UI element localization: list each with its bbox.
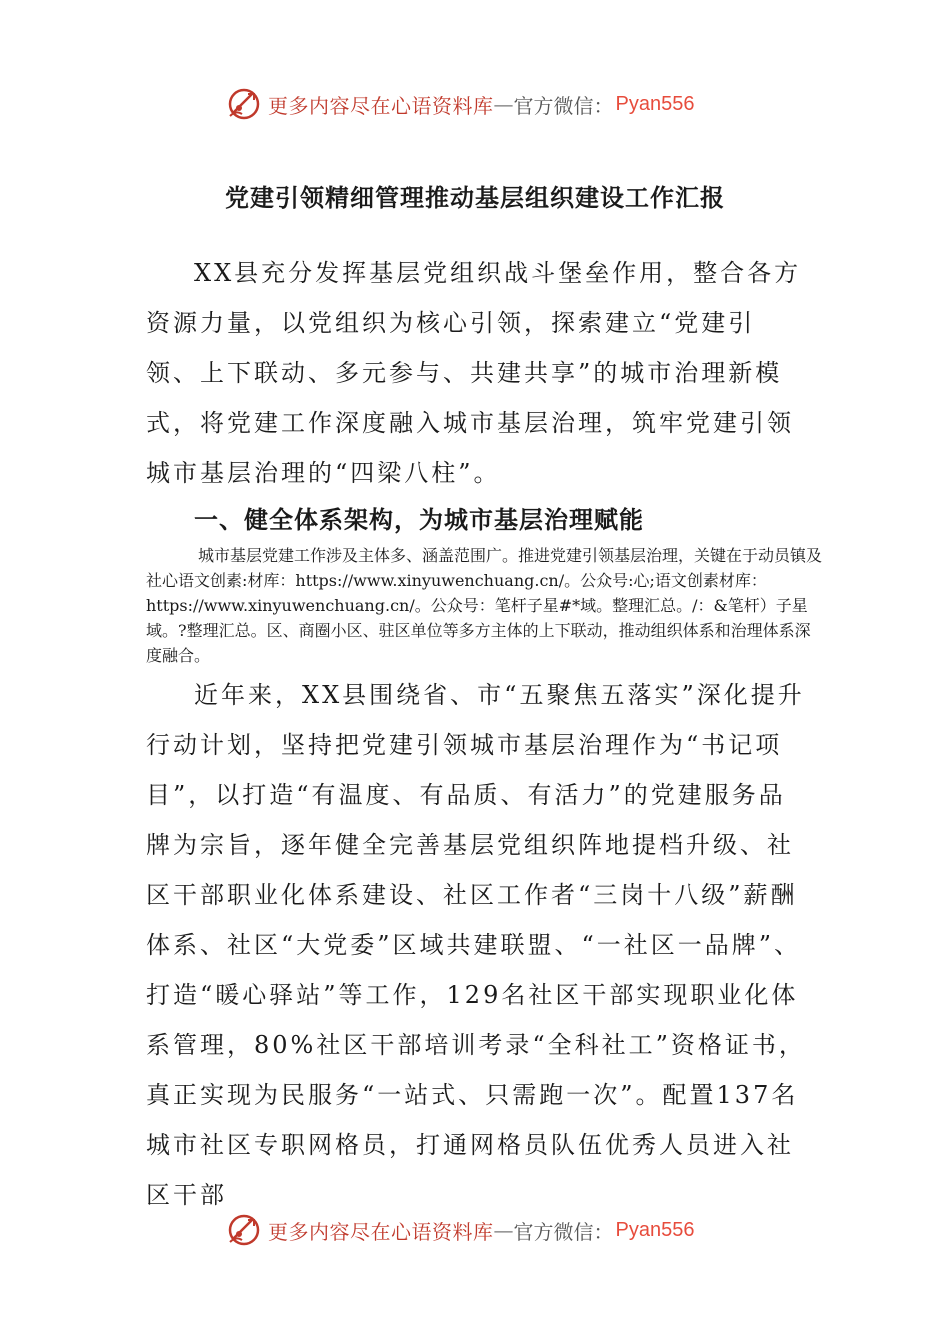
footer-banner (226, 1210, 694, 1250)
document-title: 党建引领精细管理推动基层组织建设工作汇报 (225, 183, 725, 212)
banner-wechat-label: 官方微信： (513, 93, 614, 118)
banner-wechat-id: Pyan556 (615, 92, 695, 115)
banner-text: 更多内容尽在心语资料库 (268, 93, 494, 118)
section-heading: 一、健全体系架构，为城市基层治理赋能 (194, 506, 644, 534)
banner-wechat-label: 官方微信： (513, 1219, 614, 1244)
section-body-paragraph: 近年来，XX县围绕省、市“五聚焦五落实”深化提升行动计划，坚持把党建引领城市基层治理作为“书记项目”，以打造“有温度、有品质、有活力”的党建服务品牌为宗旨，逐年健全完善基层党组织阵地提档升级、社区干部职业化体系建设、社区工作者“三岗十八级”薪酬体系、社区“大党委”区域共建联盟、“一社区一品牌”、打造“暖心驿站”等工作，129名社区干部实现职业化体系管理，80%社区干部培训考录“全科社工”资格证书，真正实现为民服务“一站式、只需跑一次”。配置137名城市社区专职网格员，打通网格员队伍优秀人员进入社区干部 (146, 681, 806, 1209)
pen-logo-icon (226, 86, 262, 122)
header-banner (226, 84, 694, 124)
banner-text: 更多内容尽在心语资料库 (268, 1219, 494, 1244)
pen-logo-icon (226, 1212, 262, 1248)
banner-wechat-id: Pyan556 (615, 1218, 695, 1241)
banner-separator: — (493, 92, 514, 116)
banner-separator: — (493, 1218, 514, 1242)
intro-paragraph: XX县充分发挥基层党组织战斗堡垒作用，整合各方资源力量，以党组织为核心引领，探索建立“党建引领、上下联动、多元参与、共建共享”的城市治理新模式，将党建工作深度融入城市基层治理，筑牢党建引领城市基层治理的“四梁八柱”。 (146, 259, 802, 487)
section-small-paragraph: 城市基层党建工作涉及主体多、涵盖范围广。推进党建引领基层治理，关键在于动员镇及社心语文创素:材库：https://www.xinyuwenchuang.cn/。公众号:心;语文创素材库：https://www.xinyuwenchuang.cn/。公众号：笔杆子星#*域。整理汇总。/：&笔杆）子星域。?整理汇总。区、商圈小区、驻区单位等多方主体的上下联动，推动组织体系和治理体系深度融合。 (146, 546, 823, 665)
